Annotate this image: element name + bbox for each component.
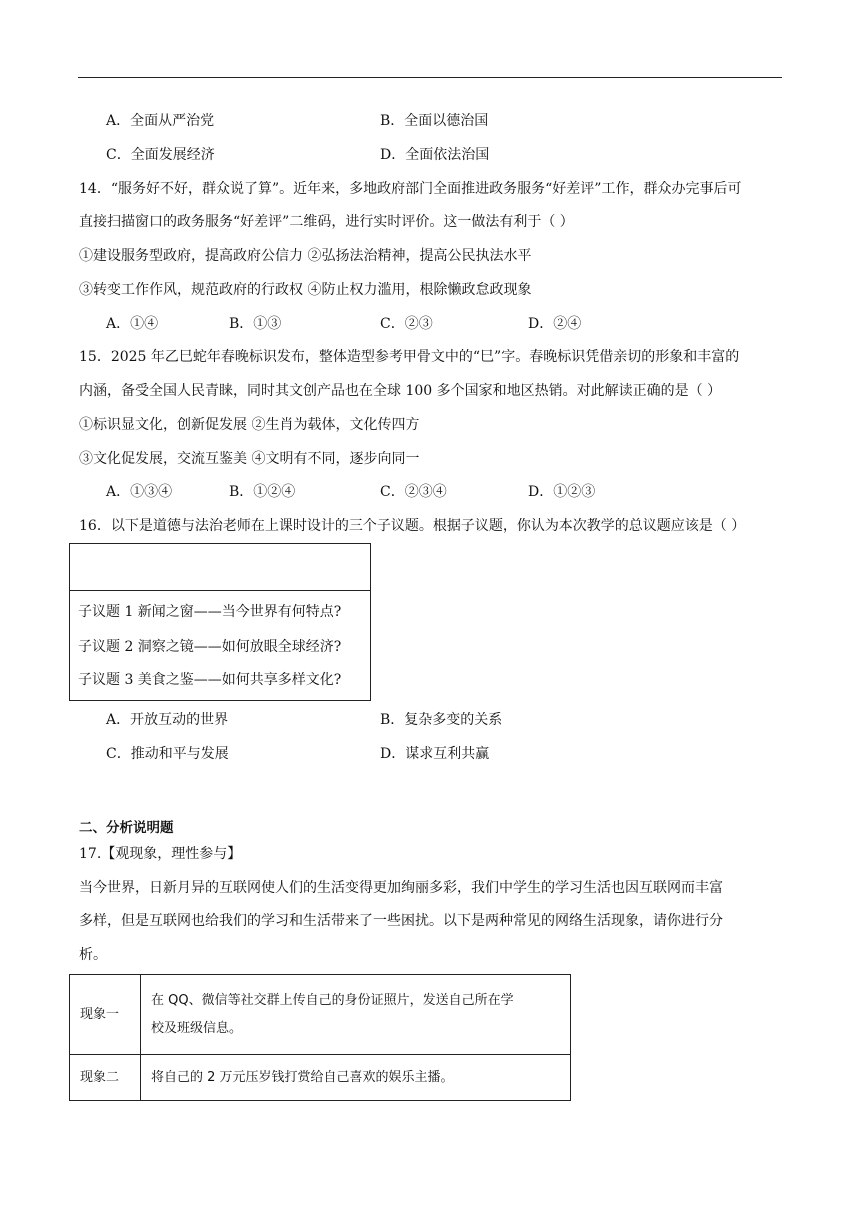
- q15-option-a: A．①③④: [106, 484, 173, 500]
- q15-items-2: ③文化促发展，交流互鉴美 ④文明有不同，逐步向同一: [79, 451, 420, 467]
- q14-option-d: D．②④: [528, 316, 582, 332]
- q13-option-b: B．全面以德治国: [380, 113, 489, 129]
- q16-option-d: D．谋求互利共赢: [380, 746, 490, 762]
- q16-option-b: B．复杂多变的关系: [380, 712, 503, 728]
- q15-option-b: B．①②④: [229, 484, 296, 500]
- header-rule: [78, 77, 782, 78]
- phenomenon-1-text: [141, 975, 571, 1055]
- q15-stem-line1: 15．2025 年乙巳蛇年春晚标识发布，整体造型参考甲骨文中的“巳”字。春晚标识凭借亲切的形象和丰富的: [79, 349, 740, 365]
- phenomenon-2-label: 现象二: [70, 1055, 141, 1101]
- q15-option-d: D．①②③: [528, 484, 596, 500]
- phenomenon-1-line2: 校及班级信息。: [151, 1020, 243, 1036]
- q14-items-2: ③转变工作作风，规范政府的行政权 ④防止权力滥用，根除懒政怠政现象: [79, 282, 532, 298]
- q15-stem-line2: 内涵，备受全国人民青睐，同时其文创产品也在全球 100 多个国家和地区热销。对此解读正确的是（ ）: [79, 383, 722, 399]
- q14-items-1: ①建设服务型政府，提高政府公信力 ②弘扬法治精神，提高公民执法水平: [79, 248, 532, 264]
- q17-phenomena-table: [69, 974, 571, 1101]
- q17-paragraph-line3: 析。: [79, 947, 107, 963]
- q14-stem-line1: 14．“服务好不好，群众说了算”。近年来，多地政府部门全面推进政务服务“好差评”工作，群众办完事后可: [79, 181, 742, 197]
- phenomenon-2-line1: 将自己的 2 万元压岁钱打赏给自己喜欢的娱乐主播。: [151, 1069, 454, 1085]
- q16-table-blank-row: [70, 544, 370, 591]
- q14-option-b: B．①③: [229, 316, 282, 332]
- phenomenon-1-line1: 在 QQ、微信等社交群上传自己的身份证照片，发送自己所在学: [151, 992, 514, 1008]
- q16-subtopic-2: 子议题 2 洞察之镜——如何放眼全球经济?: [78, 639, 342, 655]
- q16-subtopic-3: 子议题 3 美食之鉴——如何共享多样文化?: [78, 672, 342, 688]
- q13-option-d: D．全面依法治国: [380, 147, 490, 163]
- q16-subtopic-table: [69, 543, 371, 701]
- phenomenon-1-label: 现象一: [70, 975, 141, 1055]
- q17-paragraph-line2: 多样，但是互联网也给我们的学习和生活带来了一些困扰。以下是两种常见的网络生活现象，请你进行分: [79, 913, 723, 929]
- table-row: [70, 975, 571, 1055]
- q17-paragraph-line1: 当今世界，日新月异的互联网使人们的生活变得更加绚丽多彩，我们中学生的学习生活也因互联网而丰富: [79, 880, 723, 896]
- q16-option-a: A．开放互动的世界: [106, 712, 229, 728]
- phenomenon-2-text: [141, 1055, 571, 1101]
- q16-subtopic-1: 子议题 1 新闻之窗——当今世界有何特点?: [78, 604, 342, 620]
- q15-items-1: ①标识显文化，创新促发展 ②生肖为载体，文化传四方: [79, 417, 420, 433]
- q17-title: 17.【观现象，理性参与】: [79, 846, 242, 862]
- q14-option-c: C．②③: [380, 316, 433, 332]
- section-heading: 二、分析说明题: [79, 820, 174, 836]
- q16-option-c: C．推动和平与发展: [106, 746, 229, 762]
- q16-stem: 16．以下是道德与法治老师在上课时设计的三个子议题。根据子议题，你认为本次教学的总议题应该是（ ）: [79, 518, 746, 534]
- q13-option-a: A．全面从严治党: [106, 113, 215, 129]
- q14-option-a: A．①④: [106, 316, 159, 332]
- q14-stem-line2: 直接扫描窗口的政务服务“好差评”二维码，进行实时评价。这一做法有利于（ ）: [79, 214, 574, 230]
- q15-option-c: C．②③④: [380, 484, 447, 500]
- q13-option-c: C．全面发展经济: [106, 147, 215, 163]
- table-row: [70, 1055, 571, 1101]
